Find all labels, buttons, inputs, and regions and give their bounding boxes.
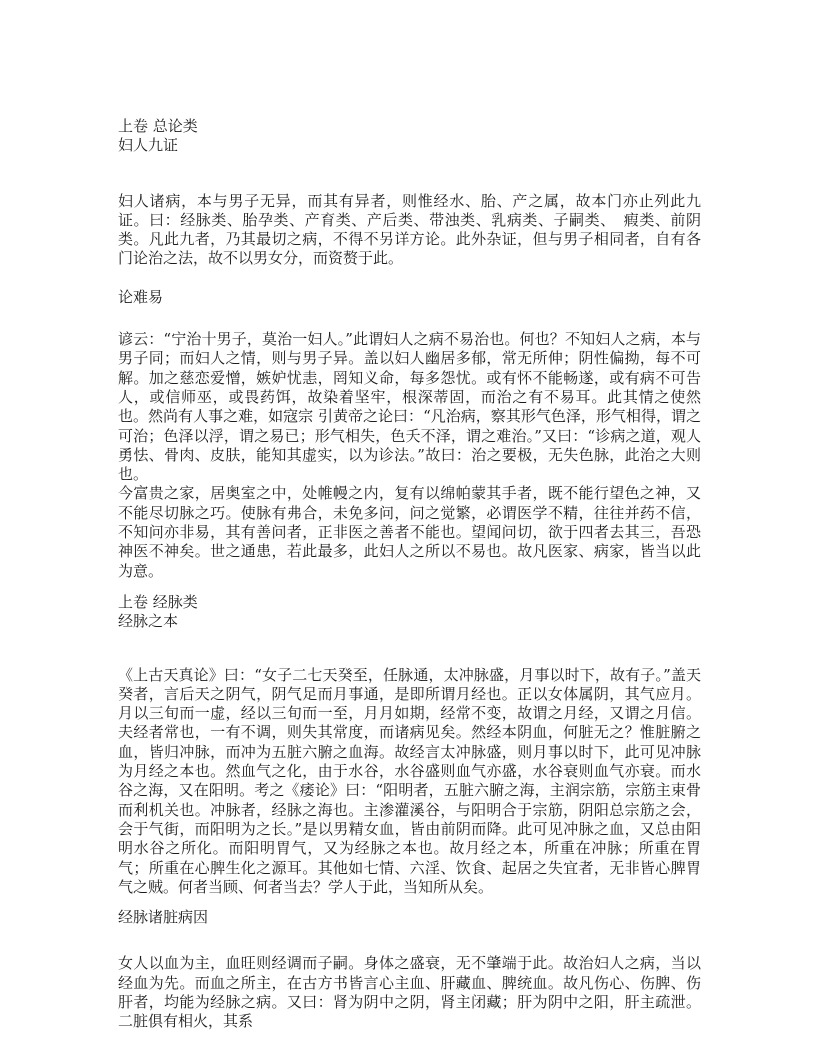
volume-heading-general: 上卷 总论类 xyxy=(118,117,198,135)
chapter-heading-nine-syndromes: 妇人九证 xyxy=(118,136,179,155)
paragraph-nine-syndromes: 妇人诸病，本与男子无异，而其有异者，则惟经水、胎、产之属，故本门亦止列此九证。曰：经脉类、胎孕类、产育类、产后类、带浊类、乳病类、子嗣类、 瘕类、前阴类。凡此九者，乃其最切之病，不得不另详方论。此外杂证，但与男子相同者，自有各门论治之法，故不以男女分，而资赘于此。 xyxy=(118,191,701,268)
paragraph-meridian-root: 《上古天真论》曰：“女子二七天癸至，任脉通，太冲脉盛，月事以时下，故有子。”盖天癸者，言后天之阴气，阴气足而月事通，是即所谓月经也。正以女体属阴，其气应月。月以三旬而一虚，经以三旬而一至，月月如期，经常不变，故谓之月经，又谓之月信。夫经者常也，一有不调，则失其常度，而诸病见矣。然经本阴血，何脏无之？惟脏腑之血，皆归冲脉，而冲为五脏六腑之血海。故经言太冲脉盛，则月事以时下，此可见冲脉为月经之本也。然血气之化，由于水谷，水谷盛则血气亦盛，水谷衰则血气亦衰。而水谷之海，又在阳明。考之《痿论》曰：“阳明者，五脏六腑之海，主润宗筋，宗筋主束骨而利机关也。冲脉者，经脉之海也。主渗灌溪谷，与阳明合于宗筋，阴阳总宗筋之会，会于气街，而阳明为之长。”是以男精女血，皆由前阴而降。此可见冲脉之血，又总由阳明水谷之所化。而阳明胃气，又为经脉之本也。故月经之本，所重在冲脉；所重在胃气；所重在心脾生化之源耳。其他如七情、六淫、饮食、起居之失宜者，无非皆心脾胃气之贼。何者当顾、何者当去？学人于此，当知所从矣。 xyxy=(118,665,701,896)
paragraph-meridian-organ-etiology: 女人以血为主，血旺则经调而子嗣。身体之盛衰，无不肇端于此。故治妇人之病，当以经血为先。而血之所主，在古方书皆言心主血、肝藏血、脾统血。故凡伤心、伤脾、伤肝者，均能为经脉之病。又曰：肾为阴中之阴，肾主闭藏；肝为阴中之阳，肝主疏泄。二脏俱有相火，其系 xyxy=(118,954,701,1031)
paragraph-difficulty-1: 谚云：“宁治十男子，莫治一妇人。”此谓妇人之病不易治也。何也？不知妇人之病，本与男子同；而妇人之情，则与男子异。盖以妇人幽居多郁，常无所伸；阴性偏拗，每不可解。加之慈恋爱憎，嫉妒忧恚，罔知义命，每多怨忧。或有怀不能畅遂，或有病不可告人，或信师巫，或畏药饵，故染着坚牢，根深蒂固，而治之有不易耳。此其情之使然也。然尚有人事之难，如寇宗 引黄帝之论曰：“凡治病，察其形气色泽，形气相得，谓之可治；色泽以浮，谓之易已；形气相失，色夭不泽，谓之难治。”又曰：“诊病之道，观人勇怯、骨肉、皮肤，能知其虚实，以为诊法。”故曰：治之要极，无失色脉，此治之大则也。 xyxy=(118,330,701,484)
heading-meridian-organ-etiology: 经脉诸脏病因 xyxy=(118,908,209,927)
heading-on-difficulty: 论难易 xyxy=(118,287,164,306)
paragraph-difficulty-2: 今富贵之家，居奥室之中，处帷幔之内，复有以绵帕蒙其手者，既不能行望色之神，又不能尽切脉之巧。使脉有弗合，未免多问，问之觉繁，必谓医学不精，往往并药不信，不知问亦非易，其有善问者，正非医之善者不能也。望闻问切，欲于四者去其三，吾恐神医不神矣。世之通患，若此最多，此妇人之所以不易也。故凡医家、病家，皆当以此为意。 xyxy=(118,484,701,580)
document-page xyxy=(118,117,701,1032)
chapter-heading-meridian-root: 经脉之本 xyxy=(118,612,179,631)
volume-heading-meridian: 上卷 经脉类 xyxy=(118,592,198,611)
